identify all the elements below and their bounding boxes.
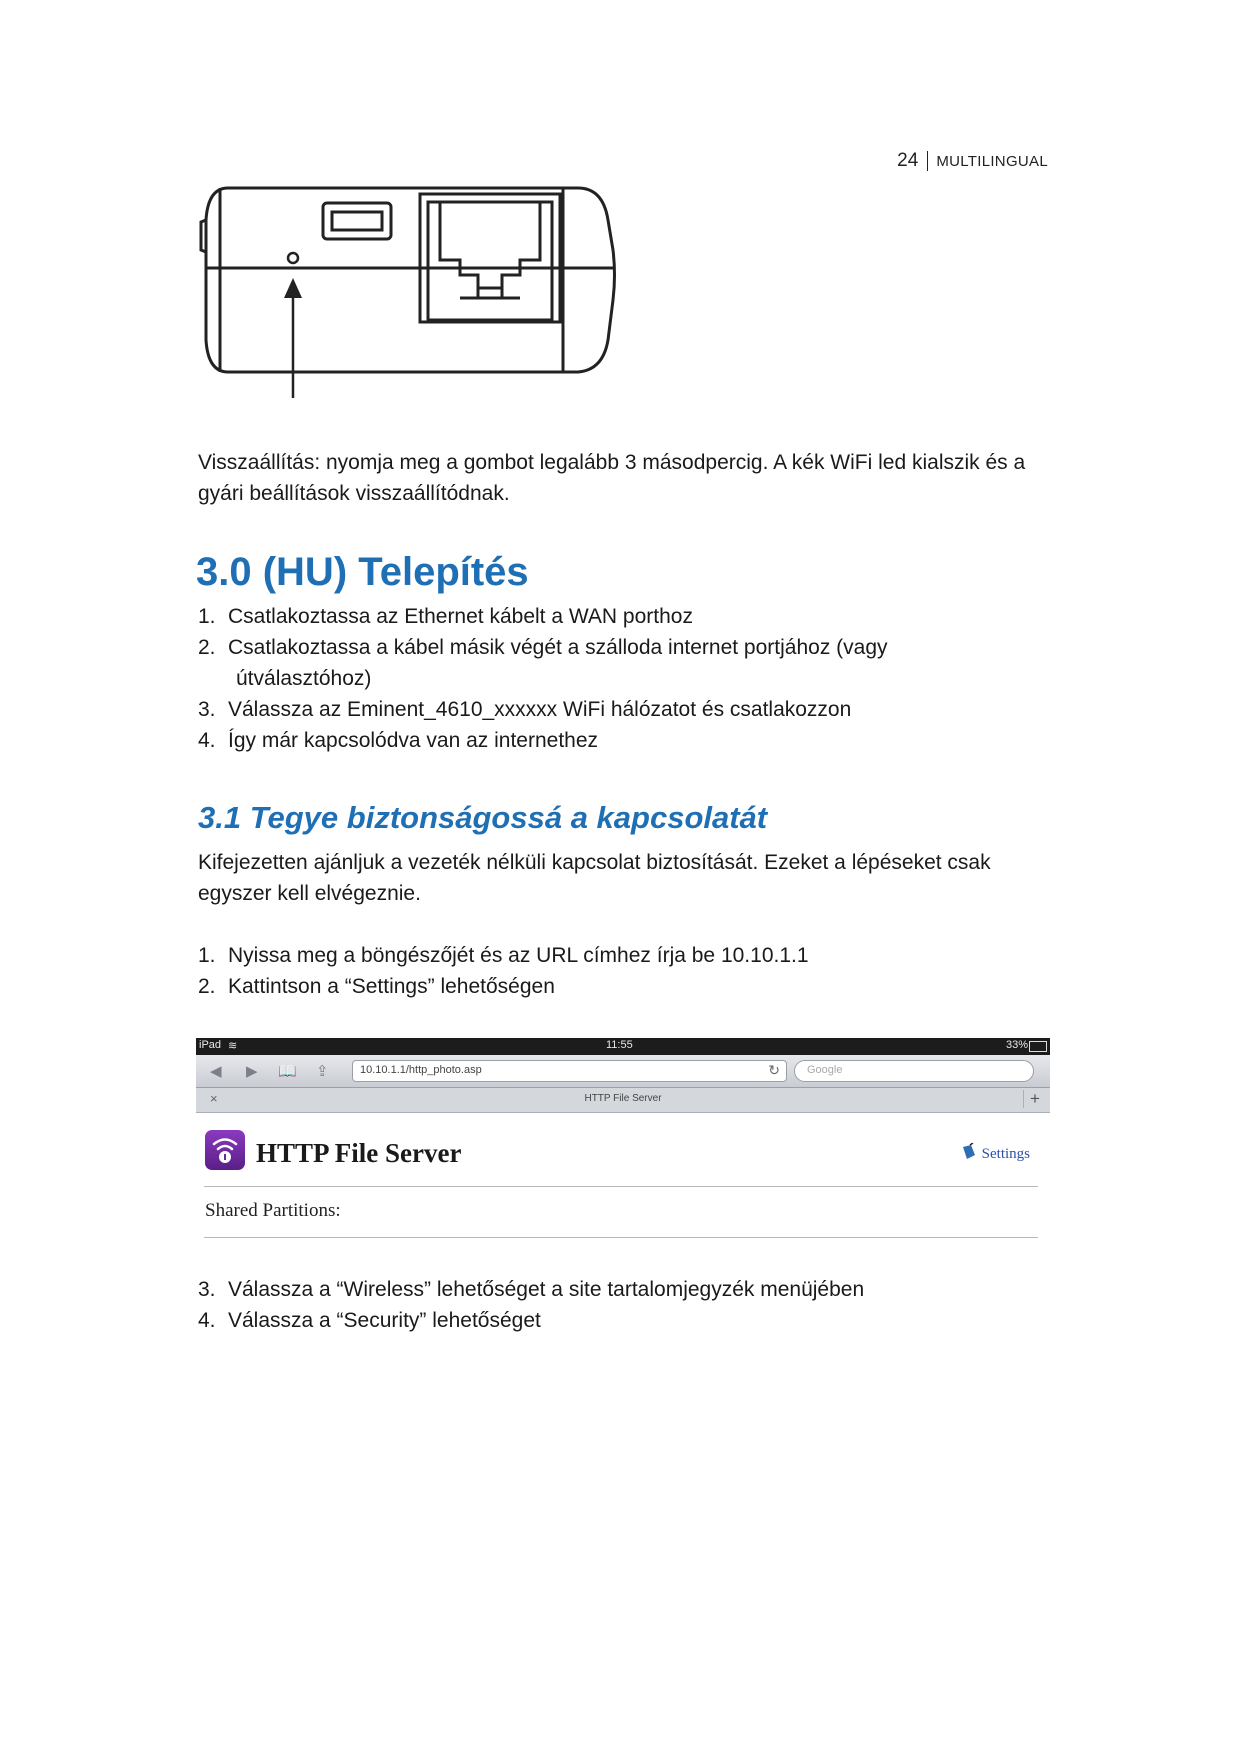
list-item: 2. Csatlakoztassa a kábel másik végét a szálloda internet portjához (vagy útválasztóhoz) (198, 636, 888, 690)
list-item: 4. Válassza a “Security” lehetőséget (198, 1309, 541, 1332)
reset-button-icon (288, 253, 298, 263)
wifi-signal-icon: ≋ (228, 1040, 238, 1052)
secure-steps-second (198, 1274, 968, 1336)
browser-toolbar (196, 1055, 1050, 1088)
list-item: 1. Csatlakoztassa az Ethernet kábelt a WAN porthoz (198, 605, 693, 628)
list-item: 2. Kattintson a “Settings” lehetőségen (198, 975, 555, 998)
divider (204, 1237, 1038, 1238)
page-number: 24 (897, 150, 919, 171)
ipad-status-bar (196, 1038, 1050, 1055)
device-label: iPad (199, 1039, 222, 1051)
header-label: MULTILINGUAL (936, 152, 1048, 170)
share-icon[interactable]: ⇪ (316, 1063, 329, 1080)
secure-steps-first (198, 940, 968, 1002)
ethernet-port-icon (420, 194, 560, 322)
back-icon[interactable]: ◀ (210, 1063, 222, 1080)
url-input[interactable]: 10.10.1.1/http_photo.asp ↻ (352, 1060, 787, 1082)
section-secure-heading: 3.1 Tegye biztonságossá a kapcsolatát (198, 800, 768, 835)
list-item: 4. Így már kapcsolódva van az internethez (198, 729, 599, 752)
close-tab-icon[interactable]: × (210, 1091, 218, 1106)
reload-icon[interactable]: ↻ (768, 1062, 780, 1078)
forward-icon[interactable]: ▶ (246, 1063, 258, 1080)
page-header (897, 150, 1048, 172)
usb-port-icon (323, 203, 391, 239)
list-item: 3. Válassza az Eminent_4610_xxxxxx WiFi hálózatot és csatlakozzon (198, 698, 852, 721)
status-time: 11:55 (606, 1039, 633, 1051)
list-item: 1. Nyissa meg a böngészőjét és az URL címhez írja be 10.10.1.1 (198, 944, 809, 967)
battery-icon (1029, 1041, 1047, 1052)
browser-tab-bar (196, 1088, 1050, 1113)
device-illustration (198, 180, 668, 450)
wifi-logo-icon (205, 1130, 245, 1170)
list-item: 3. Válassza a “Wireless” lehetőséget a site tartalomjegyzék menüjében (198, 1278, 865, 1301)
header-divider (927, 151, 928, 171)
settings-icon (961, 1143, 979, 1165)
browser-screenshot (196, 1038, 1050, 1248)
section-install-heading: 3.0 (HU) Telepítés (196, 550, 529, 594)
bookmarks-icon[interactable]: 📖 (278, 1063, 297, 1080)
install-steps (198, 601, 968, 756)
divider (204, 1186, 1038, 1187)
battery-percent: 33% (1005, 1039, 1028, 1051)
server-page-title: HTTP File Server (256, 1138, 462, 1168)
search-input[interactable]: Google (794, 1060, 1034, 1082)
shared-partitions-label: Shared Partitions: (205, 1200, 341, 1221)
tab-title[interactable]: HTTP File Server (584, 1093, 662, 1104)
new-tab-button[interactable]: + (1023, 1090, 1046, 1108)
secure-intro: Kifejezetten ajánljuk a vezeték nélküli kapcsolat biztosítását. Ezeket a lépéseket csak egyszer kell elvégeznie. (198, 851, 991, 905)
reset-instruction: Visszaállítás: nyomja meg a gombot legalább 3 másodpercig. A kék WiFi led kialszik és a gyári beállítások visszaállítódnak. (198, 451, 1026, 505)
settings-link[interactable]: Settings (961, 1143, 1030, 1165)
arrow-up-icon (284, 278, 302, 398)
